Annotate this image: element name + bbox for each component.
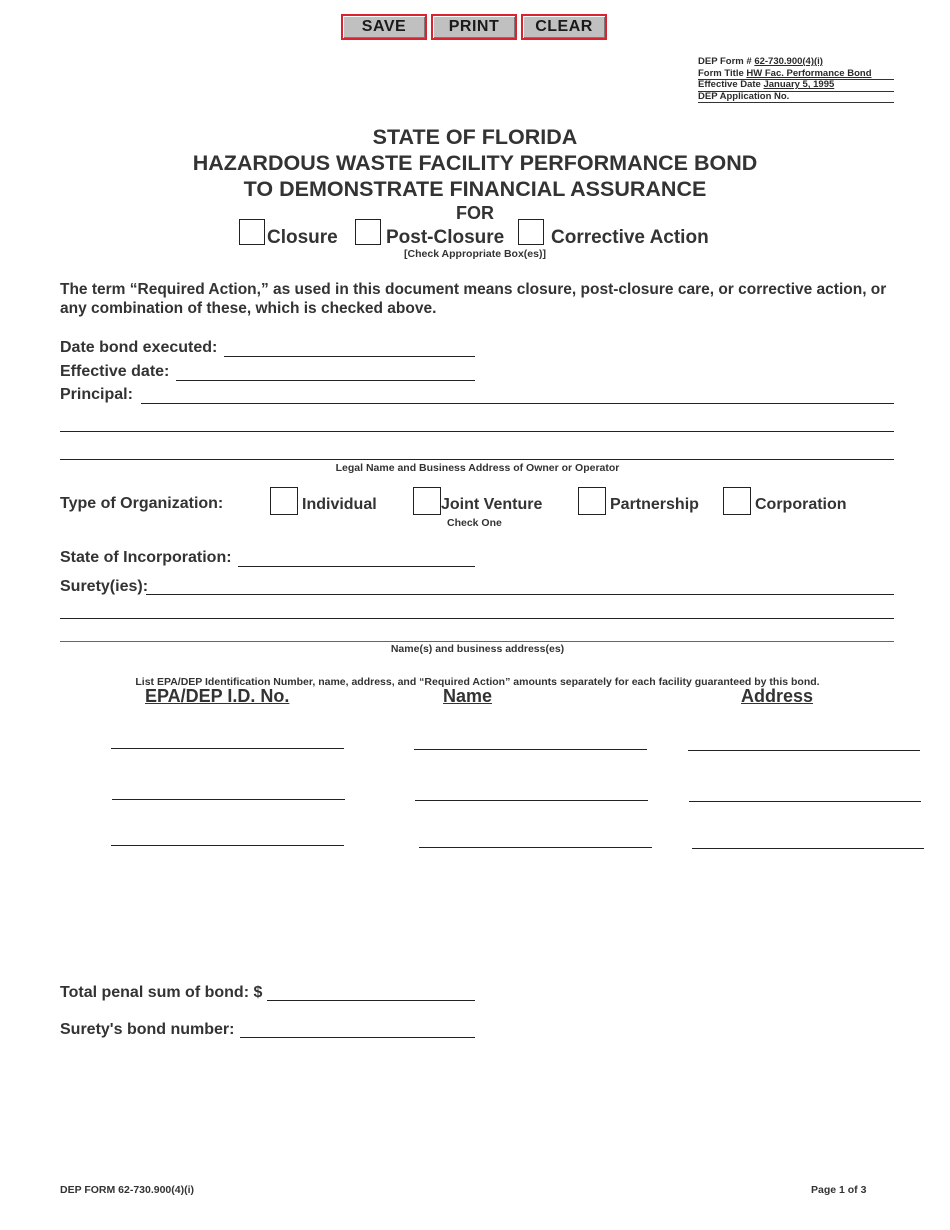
surety-input-line2[interactable]	[60, 600, 894, 619]
corporation-label: Corporation	[755, 496, 847, 513]
corrective-action-checkbox[interactable]	[518, 219, 544, 245]
form-header-info	[698, 56, 894, 106]
effective-date-input[interactable]	[176, 362, 475, 381]
principal-input-line2[interactable]	[60, 413, 894, 432]
effective-date-label: Effective date:	[60, 363, 170, 380]
corporation-checkbox[interactable]	[723, 487, 751, 515]
date-executed-label: Date bond executed:	[60, 339, 218, 356]
closure-label: Closure	[267, 227, 338, 248]
footer-page-number: Page 1 of 3	[811, 1184, 867, 1196]
corrective-action-label: Corrective Action	[551, 227, 709, 248]
joint-venture-label: Joint Venture	[441, 496, 543, 513]
principal-input-line1[interactable]	[141, 385, 894, 404]
title-state: STATE OF FLORIDA	[372, 125, 578, 149]
title-bond: HAZARDOUS WASTE FACILITY PERFORMANCE BOND	[192, 151, 758, 175]
column-header-id: EPA/DEP I.D. No.	[145, 686, 290, 706]
surety-label: Surety(ies):	[60, 578, 149, 595]
facility-name-input[interactable]	[419, 829, 652, 848]
closure-checkbox[interactable]	[239, 219, 265, 245]
facility-name-input[interactable]	[414, 731, 647, 750]
post-closure-label: Post-Closure	[386, 227, 505, 248]
partnership-checkbox[interactable]	[578, 487, 606, 515]
principal-label: Principal:	[60, 386, 133, 403]
penal-sum-label: Total penal sum of bond: $	[60, 984, 263, 1001]
penal-sum-input[interactable]	[267, 982, 475, 1001]
form-title-line: Form Title HW Fac. Performance Bond	[698, 68, 894, 81]
surety-input-line1[interactable]	[146, 576, 894, 595]
bond-number-label: Surety's bond number:	[60, 1021, 235, 1038]
title-for: FOR	[456, 203, 494, 223]
clear-button[interactable]: CLEAR	[521, 14, 607, 40]
application-number-line: DEP Application No.	[698, 91, 894, 104]
principal-input-line3[interactable]	[60, 441, 894, 460]
partnership-label: Partnership	[610, 496, 699, 513]
individual-label: Individual	[302, 496, 377, 513]
required-action-definition: The term “Required Action,” as used in this document means closure, post-closure care, or corrective action, or any combination of these, which is checked above.	[60, 281, 887, 317]
facility-instructions: List EPA/DEP Identification Number, name, address, and “Required Action” amounts separately for each facility guaranteed by this bond.	[135, 676, 820, 688]
individual-checkbox[interactable]	[270, 487, 298, 515]
state-incorporation-input[interactable]	[238, 548, 475, 567]
principal-caption: Legal Name and Business Address of Owner or Operator	[335, 462, 620, 474]
save-button[interactable]: SAVE	[341, 14, 427, 40]
organization-type-label: Type of Organization:	[60, 495, 224, 512]
form-number-value: 62-730.900(4)(i)	[754, 56, 823, 67]
column-header-name: Name	[443, 686, 493, 706]
facility-id-input[interactable]	[111, 730, 344, 749]
facility-id-input[interactable]	[112, 781, 345, 800]
currency-symbol: $	[253, 984, 263, 1001]
facility-address-input[interactable]	[692, 830, 924, 849]
facility-address-input[interactable]	[688, 732, 920, 751]
effective-date-line: Effective Date January 5, 1995	[698, 79, 894, 92]
check-one-note: Check One	[447, 517, 502, 529]
post-closure-checkbox[interactable]	[355, 219, 381, 245]
surety-caption: Name(s) and business address(es)	[390, 643, 565, 655]
form-title-value: HW Fac. Performance Bond	[746, 67, 872, 79]
footer-form-id: DEP FORM 62-730.900(4)(i)	[60, 1184, 195, 1196]
column-header-address: Address	[741, 686, 814, 706]
print-button[interactable]: PRINT	[431, 14, 517, 40]
joint-venture-checkbox[interactable]	[413, 487, 441, 515]
surety-divider	[60, 641, 894, 642]
title-purpose: TO DEMONSTRATE FINANCIAL ASSURANCE	[243, 177, 707, 201]
bond-number-input[interactable]	[240, 1019, 475, 1038]
facility-address-input[interactable]	[689, 783, 921, 802]
check-boxes-note: [Check Appropriate Box(es)]	[404, 248, 546, 260]
date-executed-input[interactable]	[224, 338, 475, 357]
facility-id-input[interactable]	[111, 827, 344, 846]
state-incorporation-label: State of Incorporation:	[60, 549, 232, 566]
effective-date-value: January 5, 1995	[763, 79, 835, 90]
facility-name-input[interactable]	[415, 782, 648, 801]
form-number-line: DEP Form # 62-730.900(4)(i)	[698, 56, 823, 67]
